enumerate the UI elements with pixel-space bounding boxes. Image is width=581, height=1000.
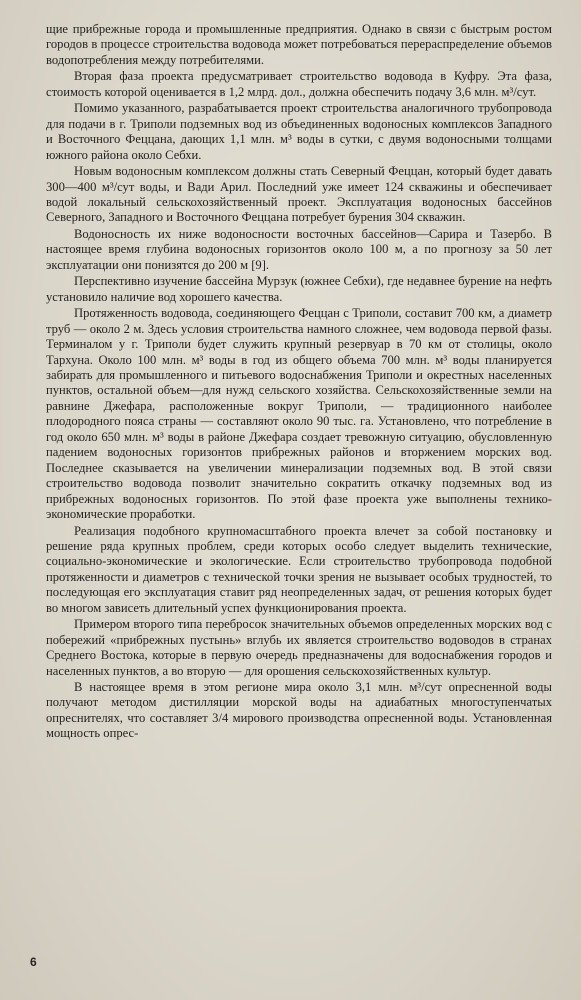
paragraph-5: Водоносность их ниже водоносности восточных бассейнов—Сарира и Тазербо. В настоящее время глубина водоносных горизонтов около 100 м, а по прогнозу за 50 лет эксплуатации они понизятся до 200 м [9]. [46, 226, 552, 272]
paragraph-8: Реализация подобного крупномасштабного проекта влечет за собой постановку и решение ряда крупных проблем, среди которых особо следует выделить технические, социально-экономические и экологические. Если строительство трубопровода подобной протяженности и диаметров с технической точки зрения не вызывает особых трудностей, то последующая его эксплуатация ставит ряд неопределенных задач, от решения которых будет во многом зависеть длительный успех функционирования проекта. [46, 523, 552, 615]
page-number: 6 [30, 955, 37, 969]
paragraph-4: Новым водоносным комплексом должны стать Северный Феццан, который будет давать 300—400 м³/сут воды, и Вади Арил. Последний уже имеет 124 скважины и обеспечивает водой локальный сельскохозяйственный проект. Эксплуатация водоносных бассейнов Северного, Западного и Восточного Феццана потребует бурения 304 скважин. [46, 164, 552, 225]
paragraph-3: Помимо указанного, разрабатывается проект строительства аналогичного трубопровода для подачи в г. Триполи подземных вод из объединенных водоносных комплексов Западного и Восточного Феццана, дающих 1,1 млн. м³ воды в сутки, с двумя водоносными толщами южного района около Себхи. [46, 101, 552, 162]
paragraph-1: щие прибрежные города и промышленные предприятия. Однако в связи с быстрым ростом городов в процессе строительства водовода может потребоваться перераспределение объемов водопотребления между потребителями. [46, 22, 552, 67]
body-text [46, 22, 552, 742]
paragraph-9: Примером второго типа перебросок значительных объемов определенных морских вод с побережий «прибрежных пустынь» вглубь их является строительство водоводов в странах Среднего Востока, которые в первую очередь предназначены для водоснабжения городов и населенных пунктов, а во вторую — для орошения сельскохозяйственных культур. [46, 617, 552, 678]
paragraph-2: Вторая фаза проекта предусматривает строительство водовода в Куфру. Эта фаза, стоимость которой оценивается в 1,2 млрд. дол., должна обеспечить подачу 3,6 млн. м³/сут. [46, 69, 552, 99]
paragraph-6: Перспективно изучение бассейна Мурзук (южнее Себхи), где недавнее бурение на нефть установило наличие вод хорошего качества. [46, 274, 552, 304]
paragraph-7: Протяженность водовода, соединяющего Феццан с Триполи, составит 700 км, а диаметр труб — около 2 м. Здесь условия строительства намного сложнее, чем водовода первой фазы. Терминалом у г. Триполи будет служить крупный резервуар в 70 км от столицы, около Тархуна. Около 100 млн. м³ воды в год из общего объема 700 млн. м³ воды планируется забирать для промышленного и питьевого водоснабжения Триполи и окрестных населенных пунктов, остальной объем—для нужд сельского хозяйства. Сельскохозяйственные земли на равнине Джефара, расположенные вокруг Триполи, — традиционного наиболее плодородного пояса страны — составляют около 90 тыс. га. Установлено, что потребление в год около 650 млн. м³ воды в районе Джефара создает тревожную ситуацию, обусловленную падением водоносных горизонтов прибрежных районов и вторжением морских вод. Последнее сказывается на увеличении минерализации подземных вод. В этой связи строительство водовода позволит значительно сократить откачку подземных вод из прибрежных водоносных горизонтов. По этой фазе проекта уже выполнены технико-экономические проработки. [46, 306, 552, 522]
paragraph-10: В настоящее время в этом регионе мира около 3,1 млн. м³/сут опресненной воды получают методом дистилляции морской воды на адиабатных многоступенчатых опреснителях, что составляет 3/4 мирового производства опресненной воды. Установленная мощность опрес- [46, 680, 552, 741]
